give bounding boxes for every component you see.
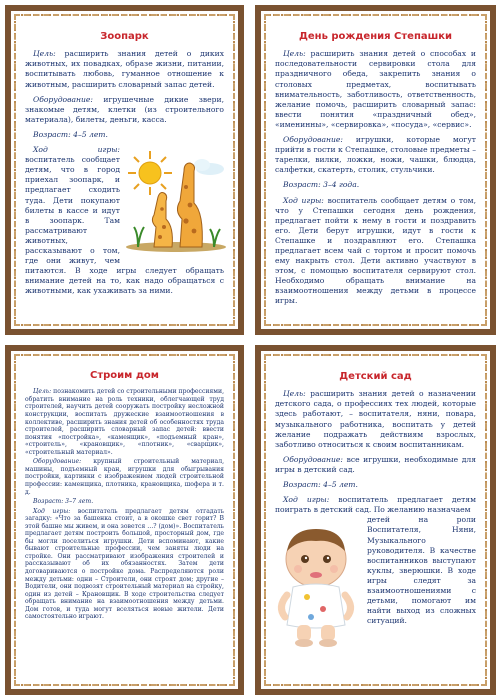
card-title: Строим дом <box>90 370 159 381</box>
card-title: Детский сад <box>339 371 412 382</box>
goal-text: познакомить детей со строительными профессиями, обратить внимание на роль техники, облегчающей труд строителей, научить детей сооружать постройку несложной конструкции, воспитать дружеские взаимоотношения в коллективе, расширить знания детей об особенностях труда строителей, расширить словарный запас детей: ввести понятия «постройка», «каменщик», «подъемный кран», «строитель», «крановщик», «плотник», «сварщик», «строительный материал». <box>25 388 225 456</box>
equipment-label: Оборудование: <box>283 454 343 464</box>
goal-label: Цель: <box>33 49 56 59</box>
equipment-text: крупный строительный материал, машины, подъемный кран, игрушки для обыгрывания постройки, картинки с изображением людей строительной профессии: каменщика, плотника, крановщика, шофера и т. д. <box>25 458 225 496</box>
equipment-label: Оборудование: <box>283 135 343 145</box>
game-text: детей на роли Воспитателя, Няни, Музыкального руководителя. В качестве воспитанников выступают куклы, зверюшки. В ходе игры следят за взаимоотношениями с детьми, помогают им найти выход из сложных ситуаций. <box>367 515 476 626</box>
goal-paragraph <box>275 389 476 450</box>
card-kindergarten <box>255 345 496 695</box>
equipment-text: игрушечные дикие звери, знакомые детям, клетки (из строительного материала), билеты, деньги, касса. <box>25 94 225 124</box>
game-paragraph <box>25 508 224 621</box>
game-intro-text: воспитатель предлагает детям поиграть в детский сад. По желанию назначаем <box>275 495 476 515</box>
game-label: Ход игры: <box>33 145 120 155</box>
card-title: День рождения Степашки <box>298 31 453 42</box>
equipment-text: все игрушки, необходимые для игры в детский сад. <box>275 454 476 474</box>
game-intro-paragraph <box>275 495 476 515</box>
goal-paragraph <box>25 388 224 456</box>
age-text: Возраст: 4–5 лет. <box>283 480 358 490</box>
age-text: Возраст: 3–7 лет. <box>33 498 94 506</box>
equipment-paragraph <box>25 95 224 125</box>
age-text: Возраст: 3–4 года. <box>283 180 360 190</box>
goal-text: расширить знания детей о способах и последовательности сервировки стола для праздничного обеда, закрепить знания о столовых предметах, воспитывать внимательность, заботливость, ответственность, желание помочь, расширить словарный запас: ввести понятия «праздничный обед», «именинны», «сервировка», «посуда», «сервис». <box>275 49 476 129</box>
game-text: воспитатель предлагает детям отгадать загадку: «Что за башенка стоит, а в окошке свет горит? В этой башне мы живем, и она зовется …? (дом)». Воспитатель предлагает детям построить большой, просторный дом, где бы могли поселиться игрушки. Дети вспоминают, какие бывают строительные профессии, чем заняты люди на стройке. Они рассматривают изображения строителей и рассказывают об их обязанностях. Затем дети договариваются о постройке дома. Распределяются роли между детьми: одни – Строители, они строят дом; другие – Водители, они подвозят строительный материал на стройку, один из детей – Крановщик. В ходе строительства следует обращать внимание на взаимоотношения между детьми. Дом готов, и туда могут вселяться новые жители. Дети самостоятельно играют. <box>25 507 225 621</box>
goal-text: расширить знания детей о назначении детского сада, о профессиях тех людей, которые здесь работают, – воспитателя, няни, повара, музыкального работника, воспитать у детей желание подражать действиям взрослых, заботливо относиться к своим воспитанникам. <box>275 389 476 449</box>
game-label: Ход игры: <box>283 195 324 205</box>
game-paragraph <box>275 196 476 307</box>
card-build-house <box>5 345 244 695</box>
goal-label: Цель: <box>283 49 306 59</box>
child-illustration <box>271 521 361 651</box>
giraffe-sun-illustration <box>124 147 228 255</box>
equipment-label: Оборудование: <box>33 94 93 104</box>
card-zoo <box>5 5 244 335</box>
game-label: Ход игры: <box>33 507 71 515</box>
goal-label: Цель: <box>283 389 306 399</box>
game-text: воспитатель сообщает детям, что в город приехал зоопарк, и предлагает сходить туда. Дети покупают билеты в кассе и идут в зоопарк. Там рассматривают животных, рассказывают о том, где они живут, чем питаются. В ходе игры следует обращать внимание детей на то, как надо обращаться с животными, как ухаживать за ними. <box>25 155 224 296</box>
equipment-label: Оборудование: <box>33 458 82 466</box>
card-title: Зоопарк <box>100 31 149 42</box>
age-text: Возраст: 4–5 лет. <box>33 129 108 139</box>
equipment-text: игрушки, которые могут прийти в гости к Степашке, столовые предметы – тарелки, вилки, ложки, ножи, чашки, блюдца, салфетки, скатерть, столик, стульчики. <box>275 135 476 175</box>
equipment-paragraph <box>275 455 476 475</box>
card-birthday <box>255 5 496 335</box>
goal-text: расширить знания детей о диких животных, их повадках, образе жизни, питании, воспитывать любовь, гуманное отношение к животным, расширить словарный запас детей. <box>25 49 224 89</box>
goal-paragraph <box>275 49 476 130</box>
equipment-paragraph <box>25 458 224 496</box>
goal-paragraph <box>25 49 224 89</box>
goal-label: Цель: <box>33 388 52 396</box>
game-label: Ход игры: <box>283 495 330 505</box>
equipment-paragraph <box>275 135 476 175</box>
game-text: воспитатель сообщает детям о том, что у Степашки сегодня день рождения, предлагает пойти к нему в гости и поздравить его. Дети берут игрушки, идут в гости к Степашке и поздравляют его. Степашка предлагает всем чай с тортом и просит помочь ему накрыть стол. Дети активно участвуют в этом, с помощью воспитателя сервируют стол. Необходимо обращать внимание на взаимоотношения между детьми в процессе игры. <box>275 195 476 306</box>
